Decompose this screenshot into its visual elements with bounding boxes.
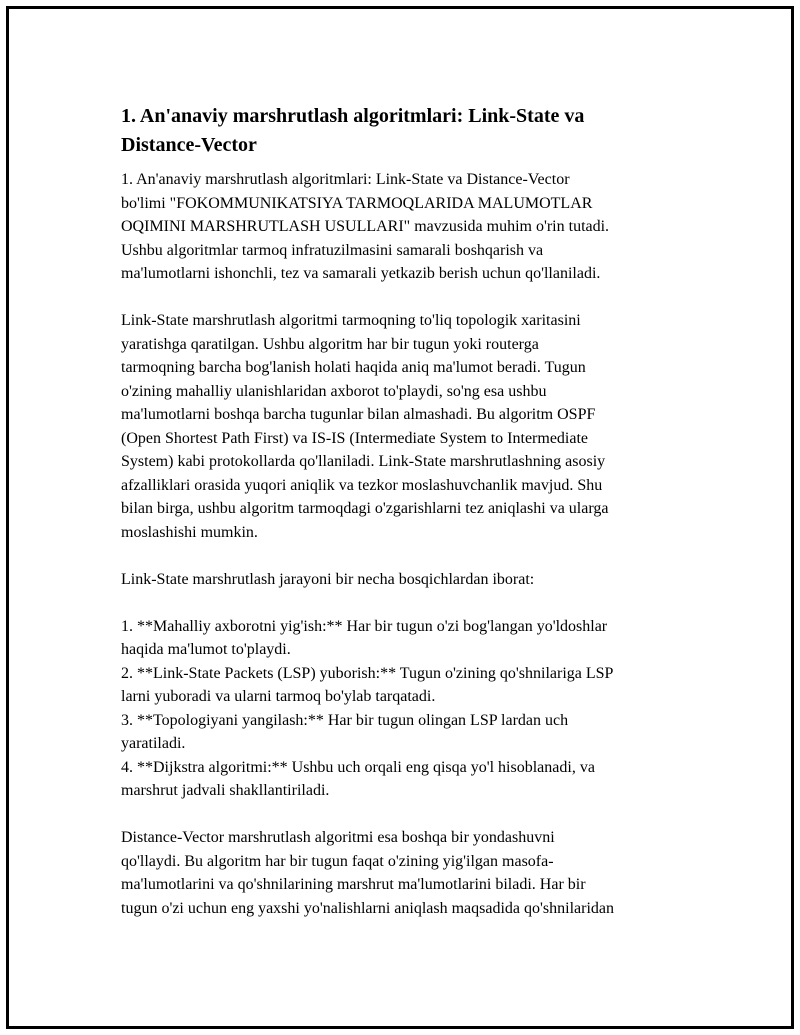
page-frame xyxy=(6,6,794,1029)
steps-list xyxy=(121,615,693,803)
intro-paragraph: 1. An'anaviy marshrutlash algoritmlari: Link-State va Distance-Vector bo'limi "FOKOMMUNIKATSIYA TARMOQLARIDA MALUMOTLAR OQIMINI MARSHRUTLASH USULLARI" mavzusida muhim o'rin tutadi. Ushbu algoritmlar tarmoq infratuzilmasini samarali boshqarish va ma'lumotlarni ishonchli, tez va samarali yetkazib berish uchun qo'llaniladi. xyxy=(121,171,610,282)
distance-vector-paragraph: Distance-Vector marshrutlash algoritmi esa boshqa bir yondashuvni qo'llaydi. Bu algoritm har bir tugun faqat o'zining yig'ilgan masofa- ma'lumotlarini va qo'shnilarining marshrut ma'lumotlarini biladi. Har bir tugun o'zi uchun eng yaxshi yo'nalishlarni aniqlash maqsadida qo'shnilaridan xyxy=(121,829,614,917)
document-body xyxy=(121,102,693,944)
process-intro-paragraph: Link-State marshrutlash jarayoni bir necha bosqichlardan iborat: xyxy=(121,570,535,588)
list-item: 2. **Link-State Packets (LSP) yuborish:** Tugun o'zining qo'shnilariga LSP larni yuboradi va ularni tarmoq bo'ylab tarqatadi. xyxy=(121,664,614,705)
list-item: 4. **Dijkstra algoritmi:** Ushbu uch orqali eng qisqa yo'l hisoblanadi, va marshrut jadvali shakllantiriladi. xyxy=(121,758,595,799)
link-state-paragraph: Link-State marshrutlash algoritmi tarmoqning to'liq topologik xaritasini yaratishga qaratilgan. Ushbu algoritm har bir tugun yoki routerga tarmoqning barcha bog'lanish holati haqida aniq ma'lumot beradi. Tugun o'zining mahalliy ulanishlaridan axborot to'playdi, so'ng esa ushbu ma'lumotlarni boshqa barcha tugunlar bilan almashadi. Bu algoritm OSPF (Open Shortest Path First) va IS-IS (Intermediate System to Intermediate System) kabi protokollarda qo'llaniladi. Link-State marshrutlashning asosiy afzalliklari orasida yuqori aniqlik va tezkor moslashuvchanlik mavjud. Shu bilan birga, ushbu algoritm tarmoqdagi o'zgarishlarni tez aniqlashi va ularga moslashishi mumkin. xyxy=(121,312,609,541)
document-title: 1. An'anaviy marshrutlash algoritmlari: Link-State va Distance-Vector xyxy=(121,105,585,156)
list-item: 1. **Mahalliy axborotni yig'ish:** Har bir tugun o'zi bog'langan yo'ldoshlar haqida ma'lumot to'playdi. xyxy=(121,617,608,658)
list-item: 3. **Topologiyani yangilash:** Har bir tugun olingan LSP lardan uch yaratiladi. xyxy=(121,711,569,752)
